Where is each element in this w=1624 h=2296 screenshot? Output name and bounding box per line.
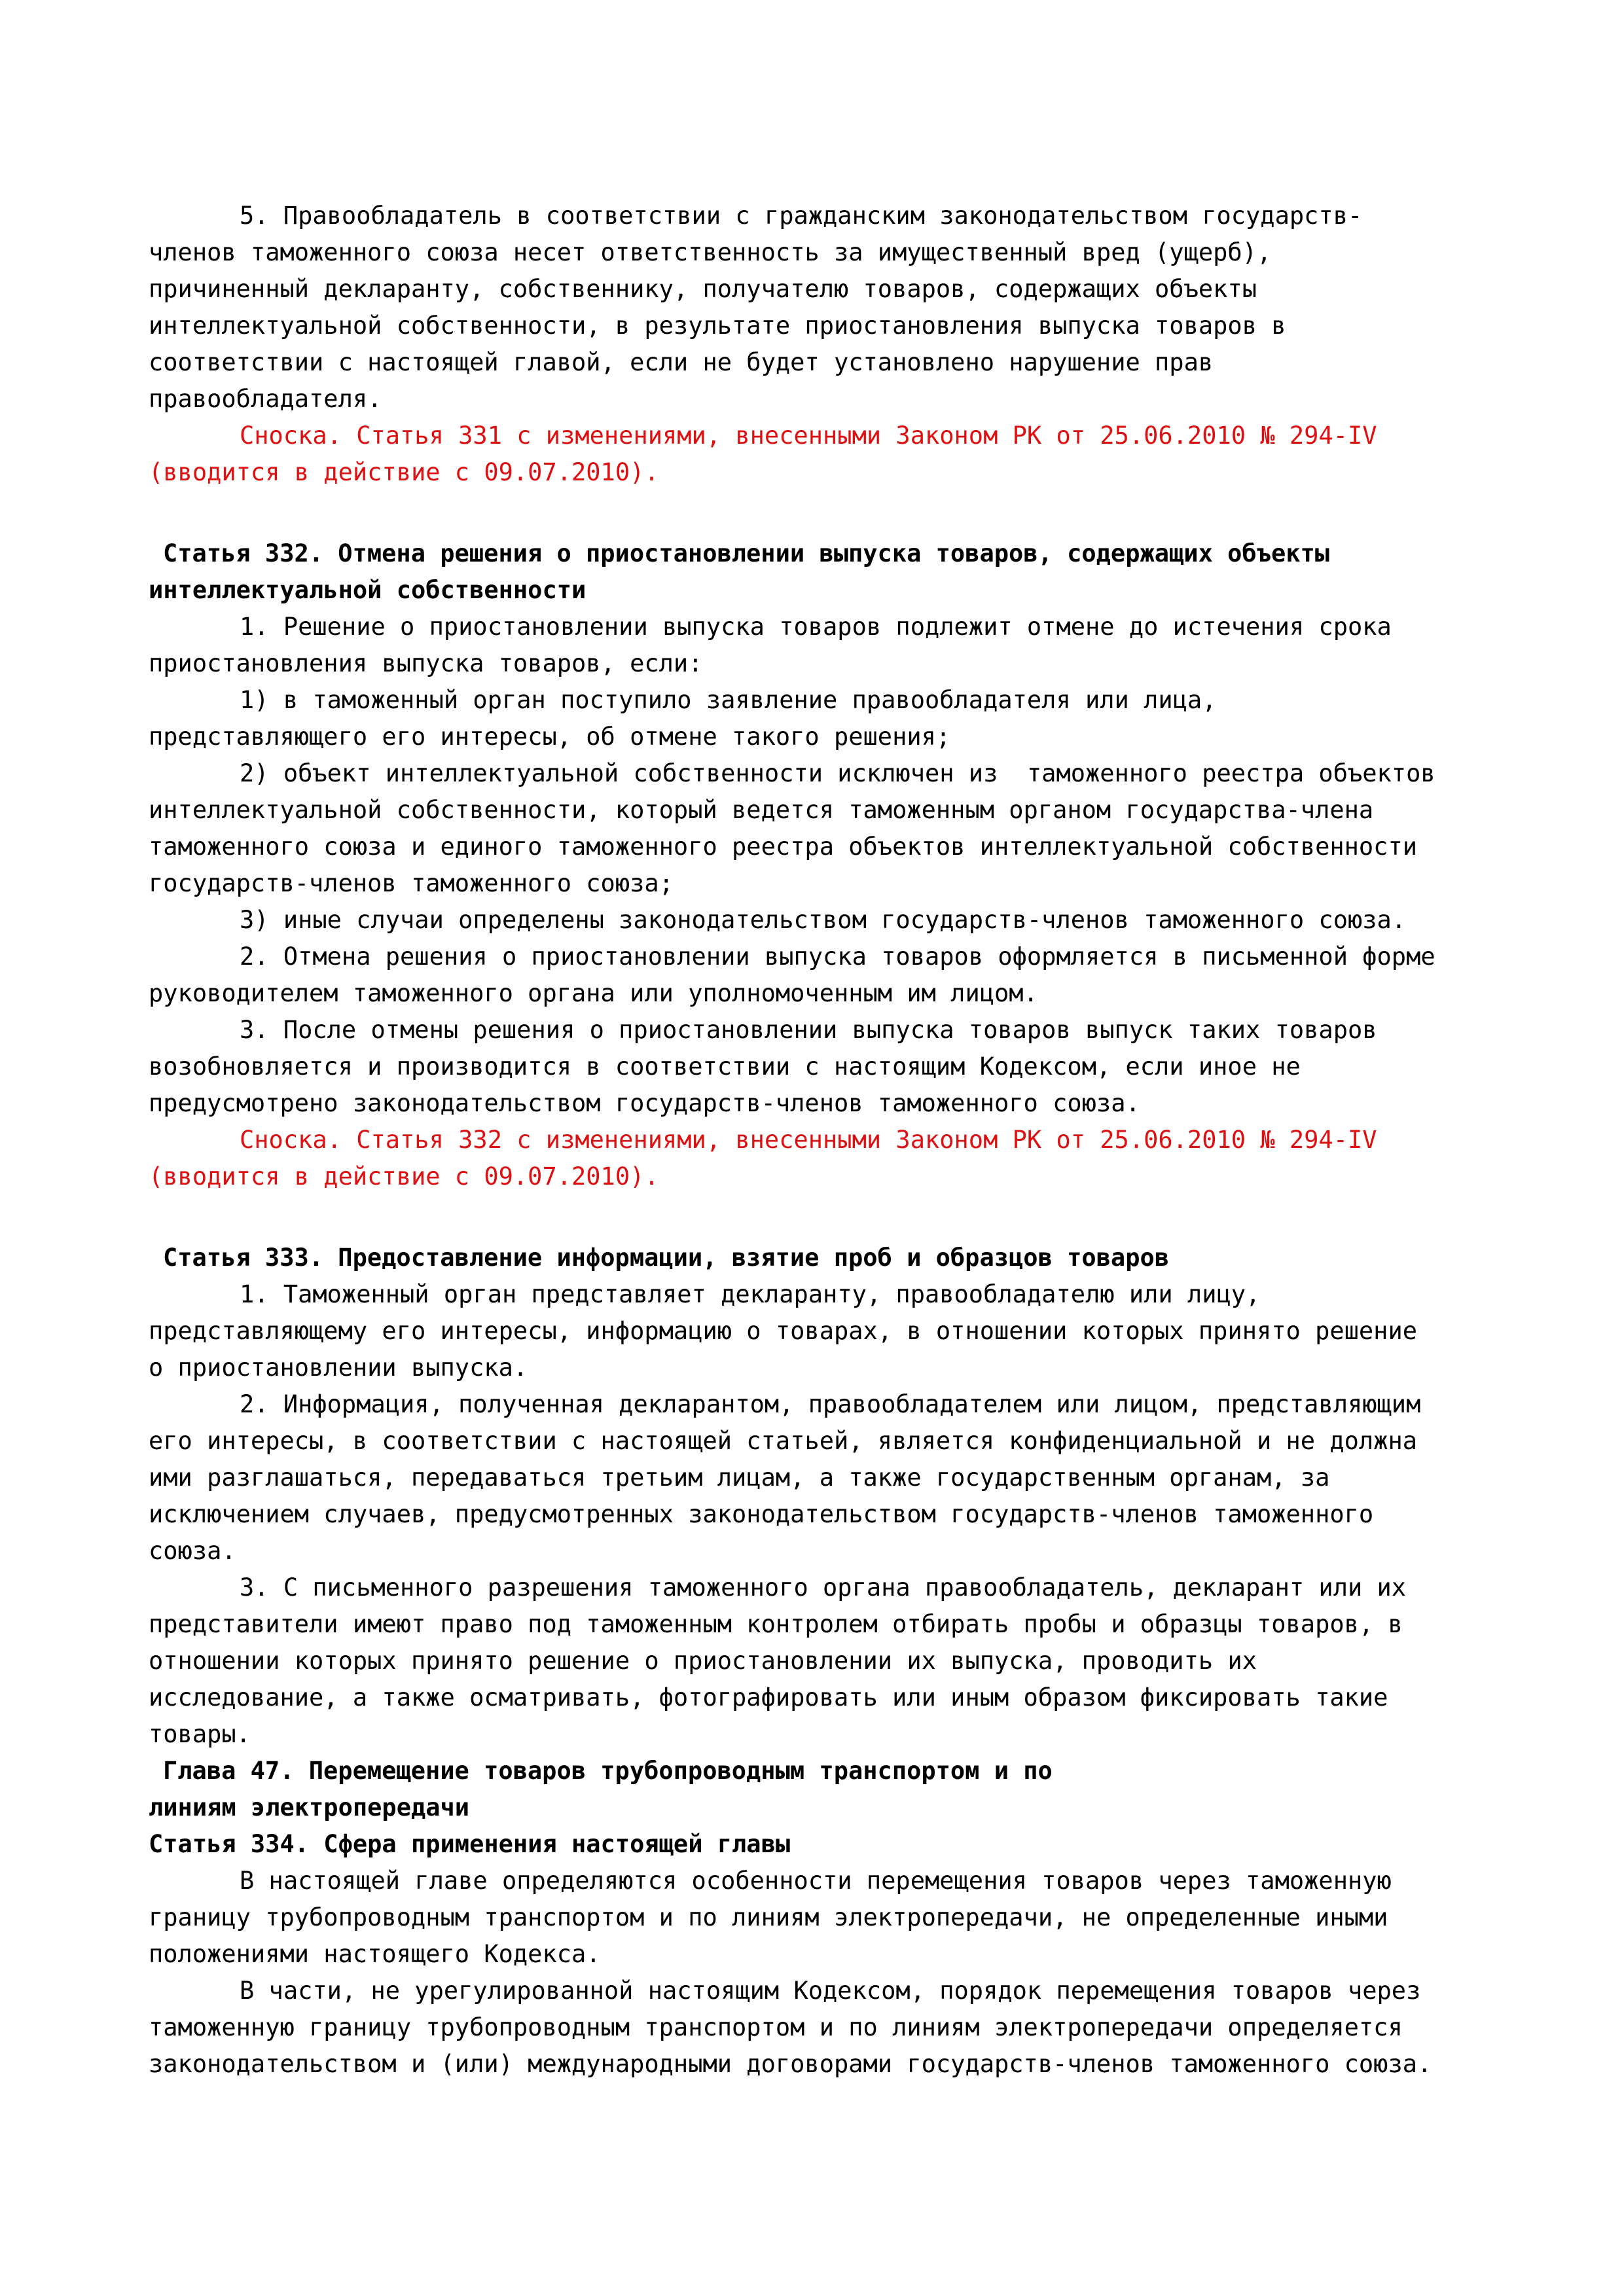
paragraph-332-1: [149, 609, 1559, 682]
text-line: линиям электропередачи: [149, 1793, 470, 1821]
text-line: 5. Правообладатель в соответствии с гражданским законодательством государств-: [240, 202, 1363, 230]
text-line: интеллектуальной собственности, который ведется таможенным органом государства-члена: [149, 796, 1374, 824]
text-line: союза.: [149, 1537, 236, 1565]
text-line: таможенную границу трубопроводным транспортом и по линиям электропередачи определяется: [149, 2013, 1403, 2041]
text-line: интеллектуальной собственности: [149, 576, 586, 604]
text-line: руководителем таможенного органа или уполномоченным им лицом.: [149, 979, 1038, 1007]
text-line: ими разглашаться, передаваться третьим лицам, а также государственным органам, за: [149, 1463, 1330, 1492]
text-line: 3) иные случаи определены законодательством государств-членов таможенного союза.: [240, 906, 1407, 934]
paragraph-332-2: [149, 939, 1559, 1012]
text-line: исследование, а также осматривать, фотографировать или иным образом фиксировать такие: [149, 1683, 1388, 1712]
paragraph-334-1: [149, 1863, 1559, 1973]
text-line: таможенного союза и единого таможенного реестра объектов интеллектуальной собственности: [149, 833, 1418, 861]
text-line: 3. С письменного разрешения таможенного органа правообладатель, декларант или их: [240, 1573, 1407, 1602]
text-line: Статья 333. Предоставление информации, взятие проб и образцов товаров: [163, 1244, 1170, 1272]
text-line: о приостановлении выпуска.: [149, 1354, 528, 1382]
text-line: 3. После отмены решения о приостановлении выпуска товаров выпуск таких товаров: [240, 1016, 1377, 1044]
paragraph-333-3: [149, 1570, 1559, 1753]
chapter-47-heading: [149, 1753, 1559, 1826]
text-line: причиненный декларанту, собственнику, получателю товаров, содержащих объекты: [149, 275, 1257, 303]
text-line: Статья 332. Отмена решения о приостановлении выпуска товаров, содержащих объекты: [163, 539, 1330, 567]
text-line: В части, не урегулированной настоящим Кодексом, порядок перемещения товаров через: [240, 1977, 1421, 2005]
text-line: Сноска. Статья 332 с изменениями, внесенными Законом РК от 25.06.2010 № 294-IV: [240, 1126, 1377, 1154]
text-line: представители имеют право под таможенным контролем отбирать пробы и образцы товаров, в: [149, 1610, 1403, 1638]
text-line: интеллектуальной собственности, в результате приостановления выпуска товаров в: [149, 312, 1286, 340]
text-line: государств-членов таможенного союза;: [149, 869, 674, 897]
article-332-heading: [149, 535, 1559, 609]
paragraph-332-3: [149, 1012, 1559, 1122]
paragraph-334-2: [149, 1973, 1559, 2083]
text-line: Статья 334. Сфера применения настоящей главы: [149, 1830, 791, 1858]
text-line: 1. Решение о приостановлении выпуска товаров подлежит отмене до истечения срока: [240, 613, 1392, 641]
paragraph-333-1: [149, 1276, 1559, 1386]
text-line: отношении которых принято решение о приостановлении их выпуска, проводить их: [149, 1647, 1257, 1675]
text-line: 2) объект интеллектуальной собственности исключен из таможенного реестра объектов: [240, 759, 1435, 787]
article-334-heading: [149, 1826, 1559, 1863]
text-line: приостановления выпуска товаров, если:: [149, 649, 703, 677]
paragraph-332-1-3: [149, 902, 1559, 939]
text-line: правообладателя.: [149, 385, 382, 413]
paragraph-333-2: [149, 1386, 1559, 1570]
text-line: В настоящей главе определяются особенности перемещения товаров через таможенную: [240, 1867, 1392, 1895]
text-line: 2. Отмена решения о приостановлении выпуска товаров оформляется в письменной форме: [240, 942, 1435, 971]
document-content: [149, 198, 1559, 2083]
text-line: исключением случаев, предусмотренных законодательством государств-членов таможенного: [149, 1500, 1374, 1528]
text-line: предусмотрено законодательством государств-членов таможенного союза.: [149, 1089, 1140, 1117]
text-line: (вводится в действие с 09.07.2010).: [149, 458, 659, 486]
text-line: товары.: [149, 1720, 251, 1748]
text-line: положениями настоящего Кодекса.: [149, 1940, 601, 1968]
text-line: Сноска. Статья 331 с изменениями, внесенными Законом РК от 25.06.2010 № 294-IV: [240, 422, 1377, 450]
text-line: членов таможенного союза несет ответственность за имущественный вред (ущерб),: [149, 238, 1272, 266]
article-333-heading: [149, 1240, 1559, 1276]
paragraph-331-5: [149, 198, 1559, 418]
text-line: границу трубопроводным транспортом и по линиям электропередачи, не определенные иными: [149, 1903, 1388, 1931]
paragraph-332-1-1: [149, 682, 1559, 755]
text-line: его интересы, в соответствии с настоящей статьей, является конфиденциальной и не должна: [149, 1427, 1418, 1455]
text-line: 2. Информация, полученная декларантом, правообладателем или лицом, представляющим: [240, 1390, 1421, 1418]
text-line: (вводится в действие с 09.07.2010).: [149, 1162, 659, 1191]
text-line: 1. Таможенный орган представляет декларанту, правообладателю или лицу,: [240, 1280, 1261, 1308]
text-line: представляющему его интересы, информацию о товарах, в отношении которых принято решение: [149, 1317, 1418, 1345]
footnote-article-332: [149, 1122, 1559, 1195]
text-line: соответствии с настоящей главой, если не будет установлено нарушение прав: [149, 348, 1214, 376]
footnote-article-331: [149, 418, 1559, 491]
text-line: Глава 47. Перемещение товаров трубопроводным транспортом и по: [163, 1757, 1053, 1785]
text-line: законодательством и (или) международными договорами государств-членов таможенного союза.: [149, 2050, 1432, 2078]
text-line: представляющего его интересы, об отмене такого решения;: [149, 723, 951, 751]
text-line: 1) в таможенный орган поступило заявление правообладателя или лица,: [240, 686, 1217, 714]
paragraph-332-1-2: [149, 755, 1559, 902]
text-line: возобновляется и производится в соответствии с настоящим Кодексом, если иное не: [149, 1052, 1301, 1081]
